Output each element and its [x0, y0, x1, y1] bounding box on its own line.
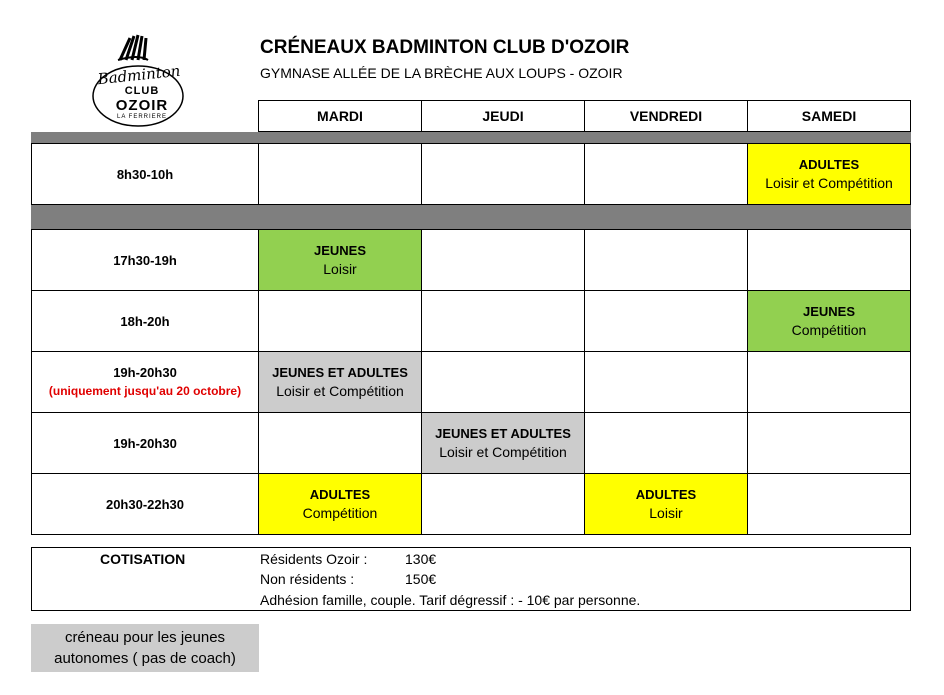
slot-group: JEUNES [313, 243, 367, 258]
logo-club: CLUB [124, 85, 160, 97]
slot-group: ADULTES [309, 487, 371, 502]
empty-slot [747, 473, 911, 535]
logo-ozoir: OZOIR [115, 97, 169, 114]
slot-vendredi-adultes [584, 473, 748, 535]
slot-mardi-adultes [258, 473, 422, 535]
slot-mardi-jeunes-adultes [258, 351, 422, 413]
slot-level: Compétition [302, 505, 378, 521]
slot-level: Loisir et Compétition [439, 444, 567, 460]
time-cell [31, 351, 259, 413]
time-label: 19h-20h30 [113, 435, 177, 451]
empty-slot [584, 412, 748, 474]
resident-label: Résidents Ozoir : [260, 551, 368, 567]
empty-slot [421, 351, 585, 413]
slot-level: Loisir [323, 261, 357, 277]
logo-ferriere: LA FERRIERE [116, 114, 167, 120]
empty-slot [747, 412, 911, 474]
empty-slot [584, 229, 748, 291]
time-label: 19h-20h30 [113, 365, 177, 380]
empty-slot [258, 143, 422, 205]
empty-slot [421, 143, 585, 205]
time-note: (uniquement jusqu'au 20 octobre) [48, 384, 242, 398]
empty-slot [584, 351, 748, 413]
empty-slot [258, 412, 422, 474]
slot-samedi-jeunes [747, 290, 911, 352]
cotisation-label: COTISATION [100, 551, 186, 567]
slot-group: ADULTES [635, 487, 697, 502]
empty-slot [584, 143, 748, 205]
cotisation-box [31, 547, 911, 611]
time-label: 17h30-19h [113, 252, 177, 268]
day-header-vendredi: VENDREDI [584, 100, 748, 132]
slot-group: JEUNES [802, 304, 856, 319]
separator-band [31, 132, 911, 143]
legend-box [31, 624, 259, 672]
legend-line2: autonomes ( pas de coach) [54, 650, 236, 667]
nonresident-amount: 150€ [405, 571, 437, 587]
time-cell [31, 143, 259, 205]
slot-level: Loisir et Compétition [765, 175, 893, 191]
resident-amount: 130€ [405, 551, 437, 567]
slot-level: Loisir [649, 505, 683, 521]
legend-line1: créneau pour les jeunes [64, 629, 226, 646]
time-label: 8h30-10h [116, 166, 174, 182]
time-cell [31, 412, 259, 474]
family-rate: Adhésion famille, couple. Tarif dégressif : - 10€ par personne. [260, 592, 641, 608]
time-cell [31, 290, 259, 352]
time-label: 18h-20h [120, 313, 170, 329]
slot-group: ADULTES [798, 157, 860, 172]
day-header-samedi: SAMEDI [747, 100, 911, 132]
day-header-mardi: MARDI [258, 100, 422, 132]
time-cell [31, 229, 259, 291]
time-label: 20h30-22h30 [105, 496, 185, 512]
empty-slot [258, 290, 422, 352]
slot-group: JEUNES ET ADULTES [435, 426, 571, 441]
nonresident-label: Non résidents : [260, 571, 355, 587]
time-cell [31, 473, 259, 535]
club-logo [82, 30, 194, 128]
empty-slot [747, 351, 911, 413]
slot-group: JEUNES ET ADULTES [272, 365, 408, 380]
separator-band [31, 204, 911, 230]
empty-slot [421, 473, 585, 535]
slot-level: Compétition [791, 322, 867, 338]
slot-jeudi-jeunes-adultes [421, 412, 585, 474]
empty-slot [421, 290, 585, 352]
slot-samedi-adultes [747, 143, 911, 205]
slot-mardi-jeunes [258, 229, 422, 291]
empty-slot [421, 229, 585, 291]
empty-slot [747, 229, 911, 291]
page-title: CRÉNEAUX BADMINTON CLUB D'OZOIR [260, 37, 630, 58]
empty-slot [584, 290, 748, 352]
slot-level: Loisir et Compétition [276, 383, 404, 399]
page-subtitle: GYMNASE ALLÉE DE LA BRÈCHE AUX LOUPS - OZOIR [260, 65, 623, 81]
logo-script: Badminton [96, 61, 182, 89]
day-header-jeudi: JEUDI [421, 100, 585, 132]
